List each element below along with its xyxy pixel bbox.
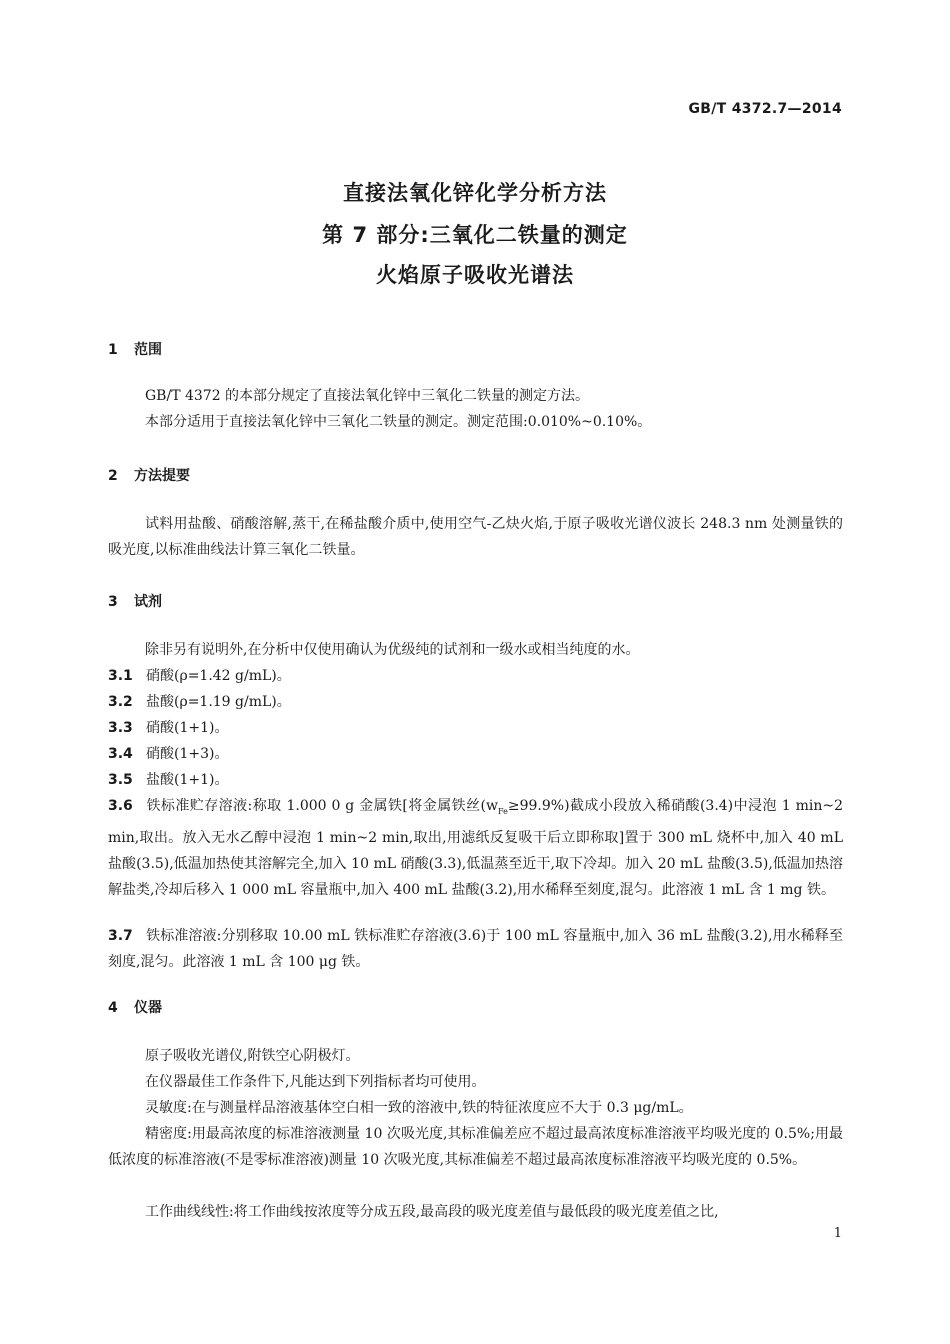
- section-number: 3: [108, 594, 118, 610]
- section-3-heading: [108, 591, 162, 611]
- section-number: 4: [108, 1000, 118, 1016]
- reagent-item: 3.1 硝酸(ρ=1.42 g/mL)。: [108, 668, 291, 684]
- section-title: 范围: [134, 342, 162, 358]
- paragraph: 本部分适用于直接法氧化锌中三氧化二铁量的测定。测定范围:0.010%~0.10%。: [145, 414, 652, 430]
- reagent-item-3-6: 3.6 铁标准贮存溶液:称取 1.000 0 g 金属铁[将金属铁丝$(w_{Fe}\ge 99.9\%)$截成小段放入稀硝酸(3.4)中浸泡 1 min~2 min,取出。放入无水乙醇中浸泡 1 min~2 min,取出,用滤纸反复吸干后立即称取]置于 300 mL 烧杯中,加入 40 mL 盐酸(3.5),低温加热使其溶解完全,加入 10 mL 硝酸(3.3),低温蒸至近干,取下冷却。加入 20 mL 盐酸(3.5),低温加热溶解盐类,冷却后移入 1 000 mL 容量瓶中,加入 400 mL 盐酸(3.2),用水稀释至刻度,混匀。此溶液 1 mL 含 1 mg 铁。: [108, 798, 844, 898]
- title-line-3: 火焰原子吸收光谱法: [376, 263, 574, 287]
- section-title: 方法提要: [134, 468, 190, 484]
- reagent-item: 3.4 硝酸(1+3)。: [108, 746, 229, 762]
- title-line-2: 第 7 部分:三氧化二铁量的测定: [322, 223, 628, 247]
- paragraph: GB/T 4372 的本部分规定了直接法氧化锌中三氧化二铁量的测定方法。: [145, 388, 590, 404]
- paragraph: 原子吸收光谱仪,附铁空心阴极灯。: [145, 1048, 360, 1064]
- paragraph: 除非另有说明外,在分析中仅使用确认为优级纯的试剂和一级水或相当纯度的水。: [145, 642, 640, 658]
- section-1-heading: [108, 339, 162, 359]
- paragraph: 灵敏度:在与测量样品溶液基体空白相一致的溶液中,铁的特征浓度应不大于 0.3 μg/mL。: [145, 1100, 693, 1116]
- reagent-item: 3.3 硝酸(1+1)。: [108, 720, 229, 736]
- page-number: 1: [833, 1226, 842, 1241]
- reagent-item: 3.2 盐酸(ρ=1.19 g/mL)。: [108, 694, 291, 710]
- section-4-heading: [108, 997, 162, 1017]
- reagent-item-3-7: 3.7 铁标准溶液:分别移取 10.00 mL 铁标准贮存溶液(3.6)于 100 mL 容量瓶中,加入 36 mL 盐酸(3.2),用水稀释至刻度,混匀。此溶液 1 mL 含 100 μg 铁。: [108, 928, 843, 970]
- paragraph: 工作曲线线性:将工作曲线按浓度等分成五段,最高段的吸光度差值与最低段的吸光度差值之比,: [145, 1204, 719, 1220]
- paragraph: 试料用盐酸、硝酸溶解,蒸干,在稀盐酸介质中,使用空气-乙炔火焰,于原子吸收光谱仪波长 248.3 nm 处测量铁的吸光度,以标准曲线法计算三氧化二铁量。: [108, 516, 843, 558]
- section-2-heading: [108, 465, 190, 485]
- section-number: 1: [108, 342, 118, 358]
- section-title: 试剂: [134, 594, 162, 610]
- paragraph: 精密度:用最高浓度的标准溶液测量 10 次吸光度,其标准偏差应不超过最高浓度标准溶液平均吸光度的 0.5%;用最低浓度的标准溶液(不是零标准溶液)测量 10 次吸光度,其标准偏差不超过最高浓度标准溶液平均吸光度的 0.5%。: [108, 1126, 843, 1168]
- section-number: 2: [108, 468, 118, 484]
- reagent-item: 3.5 盐酸(1+1)。: [108, 772, 229, 788]
- title-line-1: 直接法氧化锌化学分析方法: [343, 181, 607, 205]
- paragraph: 在仪器最佳工作条件下,凡能达到下列指标者均可使用。: [145, 1074, 486, 1090]
- standard-code: GB/T 4372.7—2014: [688, 101, 842, 117]
- section-title: 仪器: [134, 1000, 162, 1016]
